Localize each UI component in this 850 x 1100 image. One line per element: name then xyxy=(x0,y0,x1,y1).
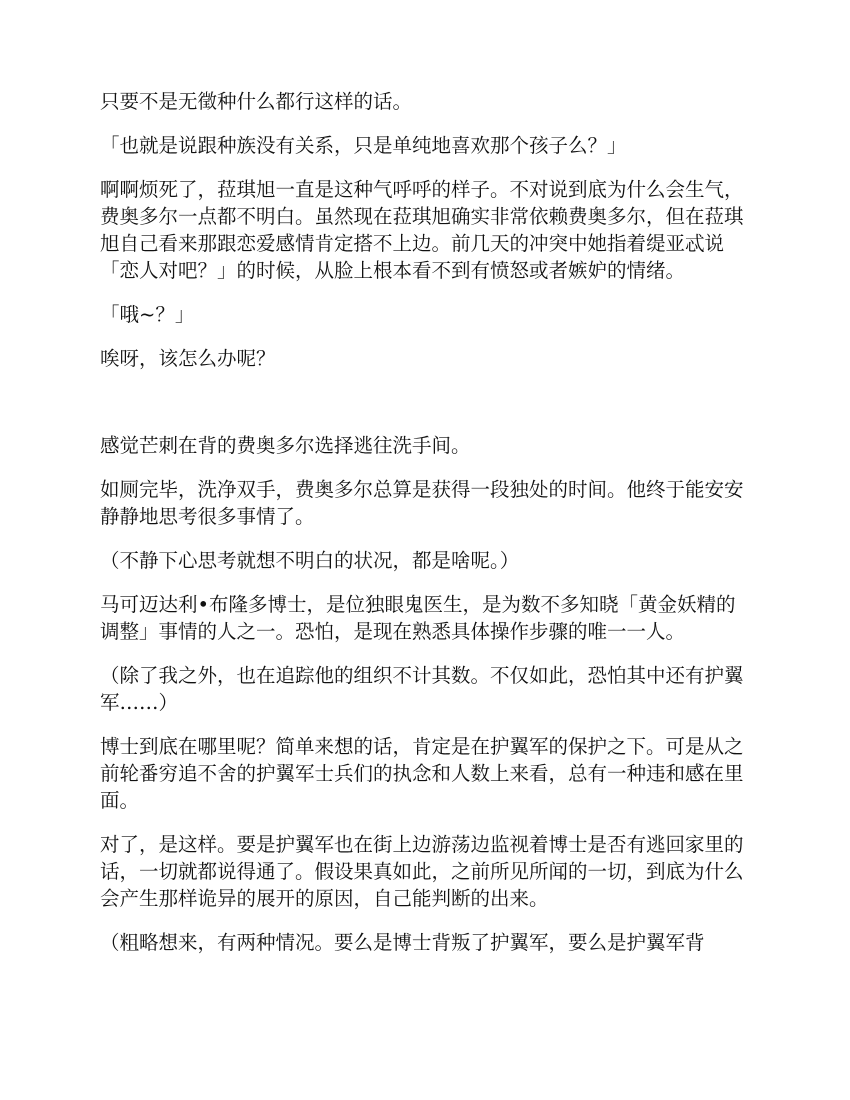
scene-break xyxy=(100,389,750,432)
document-page xyxy=(100,88,750,973)
paragraph-10: （除了我之外，也在追踪他的组织不计其数。不仅如此，恐怕其中还有护翼军……） xyxy=(100,664,744,714)
paragraph-5: 唉呀，该怎么办呢？ xyxy=(100,347,276,370)
paragraph-4: 「哦~？」 xyxy=(100,303,195,326)
paragraph-11: 博士到底在哪里呢？简单来想的话，肯定是在护翼军的保护之下。可是从之前轮番穷追不舍的护翼军士兵们的执念和人数上来看，总有一种违和感在里面。 xyxy=(100,735,744,812)
paragraph-2: 「也就是说跟种族没有关系，只是单纯地喜欢那个孩子么？」 xyxy=(100,134,627,157)
paragraph-3: 啊啊烦死了，菈琪旭一直是这种气呼呼的样子。不对说到底为什么会生气，费奥多尔一点都不明白。虽然现在菈琪旭确实非常依赖费奥多尔，但在菈琪旭自己看来那跟恋爱感情肯定搭不上边。前几天的冲突中她指着缇亚忒说「恋人对吧？」的时候，从脸上根本看不到有愤怒或者嫉妒的情绪。 xyxy=(100,178,744,282)
paragraph-13: （粗略想来，有两种情况。要么是博士背叛了护翼军，要么是护翼军背 xyxy=(100,931,705,954)
paragraph-1: 只要不是无徵种什么都行这样的话。 xyxy=(100,90,413,113)
paragraph-6: 感觉芒刺在背的费奥多尔选择逃往洗手间。 xyxy=(100,434,471,457)
paragraph-12: 对了，是这样。要是护翼军也在街上边游荡边监视着博士是否有逃回家里的话，一切就都说得通了。假设果真如此，之前所见所闻的一切，到底为什么会产生那样诡异的展开的原因，自己能判断的出来。 xyxy=(100,833,744,910)
paragraph-7: 如厕完毕，洗净双手，费奥多尔总算是获得一段独处的时间。他终于能安安静静地思考很多事情了。 xyxy=(100,478,744,528)
paragraph-9: 马可迈达利•布隆多博士，是位独眼鬼医生，是为数不多知晓「黄金妖精的调整」事情的人之一。恐怕，是现在熟悉具体操作步骤的唯一一人。 xyxy=(100,593,736,643)
paragraph-8: （不静下心思考就想不明白的状况，都是啥呢。） xyxy=(100,549,520,572)
